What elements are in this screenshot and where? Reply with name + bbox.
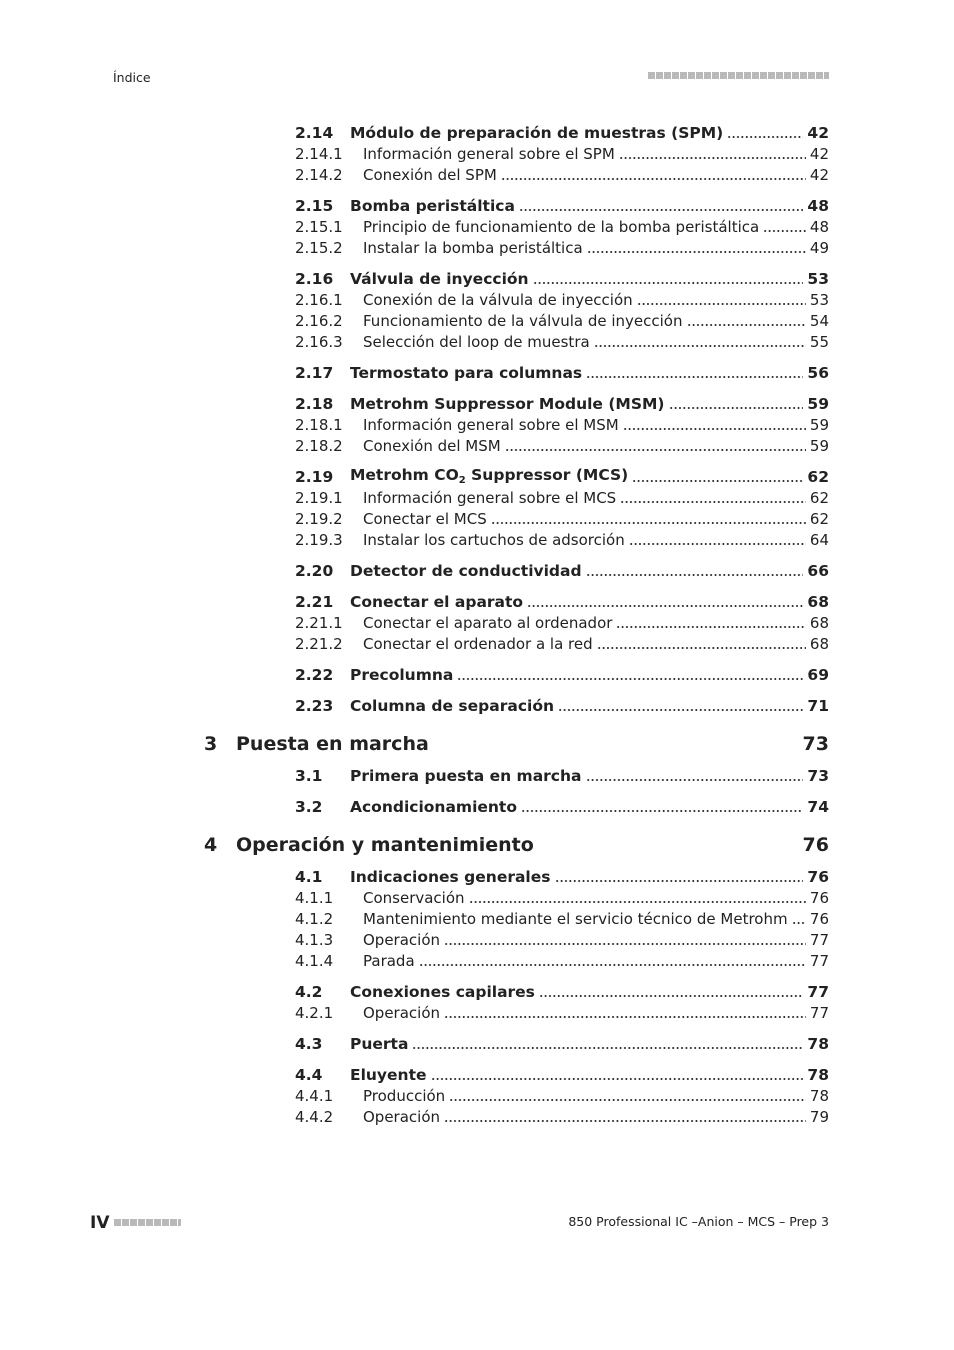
- toc-section[interactable]: [295, 122, 829, 142]
- toc-page-number: 79: [809, 1108, 829, 1126]
- toc-title: Metrohm Suppressor Module (MSM): [350, 395, 665, 413]
- toc-title: Principio de funcionamiento de la bomba peristáltica: [363, 218, 760, 236]
- toc-page-number: 78: [809, 1087, 829, 1105]
- toc-number: 2.19.2: [295, 510, 343, 528]
- toc-number: 2.21.2: [295, 635, 343, 653]
- toc-section[interactable]: [295, 866, 829, 886]
- toc-title: Puesta en marcha: [236, 733, 429, 755]
- toc-title: Conservación: [363, 889, 465, 907]
- toc-title: Detector de conductividad: [350, 562, 582, 580]
- toc-page-number: 73: [807, 767, 829, 785]
- toc-page-number: 78: [807, 1066, 829, 1084]
- toc-title: Conectar el MCS: [363, 510, 487, 528]
- toc-subsection[interactable]: [295, 1085, 829, 1105]
- toc-subsection[interactable]: [295, 289, 829, 309]
- toc-section[interactable]: [295, 1033, 829, 1053]
- toc-subsection[interactable]: [295, 164, 829, 184]
- toc-title: Columna de separación: [350, 697, 554, 715]
- toc-title: Instalar los cartuchos de adsorción: [363, 531, 625, 549]
- toc-title: Eluyente: [350, 1066, 427, 1084]
- toc-subsection[interactable]: [295, 508, 829, 528]
- toc-dot-leader: [727, 127, 803, 139]
- toc-number: 2.15: [295, 197, 334, 215]
- toc-number: 4.1.2: [295, 910, 334, 928]
- toc-title: Módulo de preparación de muestras (SPM): [350, 124, 724, 142]
- toc-dot-leader: [555, 871, 804, 883]
- toc-number: 2.19: [295, 468, 334, 486]
- toc-page-number: 48: [809, 218, 829, 236]
- toc-number: 2.23: [295, 697, 334, 715]
- toc-number: 2.20: [295, 562, 334, 580]
- toc-dot-leader: [431, 1069, 804, 1081]
- toc-page-number: 64: [809, 531, 829, 549]
- toc-dot-leader: [558, 700, 803, 712]
- toc-section[interactable]: [295, 981, 829, 1001]
- toc-page-number: 62: [809, 510, 829, 528]
- toc-page-number: 42: [809, 145, 829, 163]
- toc-dot-leader: [521, 801, 803, 813]
- toc-dot-leader: [444, 934, 806, 946]
- toc-number: 2.18: [295, 395, 334, 413]
- toc-title: Conectar el ordenador a la red: [363, 635, 593, 653]
- toc-number: 4.4: [295, 1066, 323, 1084]
- footer-decorative-bar: [114, 1219, 181, 1226]
- toc-dot-leader: [444, 1007, 806, 1019]
- toc-title: Operación: [363, 1108, 441, 1126]
- toc-title: Funcionamiento de la válvula de inyección: [363, 312, 683, 330]
- running-header-title: Índice: [113, 70, 151, 85]
- toc-subsection[interactable]: [295, 435, 829, 455]
- toc-title: Bomba peristáltica: [350, 197, 515, 215]
- toc-number: 2.14.1: [295, 145, 343, 163]
- toc-dot-leader: [597, 638, 806, 650]
- toc-number: 3.2: [295, 798, 323, 816]
- toc-dot-leader: [449, 1090, 806, 1102]
- toc-page-number: 53: [807, 270, 829, 288]
- toc-subsection[interactable]: [295, 1002, 829, 1022]
- toc-number: 2.15.1: [295, 218, 343, 236]
- toc-number: 2.18.2: [295, 437, 343, 455]
- toc-number: 2.14.2: [295, 166, 343, 184]
- toc-number: 2.19.1: [295, 489, 343, 507]
- toc-page-number: 42: [807, 124, 829, 142]
- toc-section[interactable]: [295, 664, 829, 684]
- toc-section[interactable]: [295, 393, 829, 413]
- toc-subsection[interactable]: [295, 310, 829, 330]
- toc-number: 2.21.1: [295, 614, 343, 632]
- toc-dot-leader: [539, 986, 804, 998]
- toc-number: 2.16.3: [295, 333, 343, 351]
- toc-subsection[interactable]: [295, 1106, 829, 1126]
- toc-page-number: 76: [809, 889, 829, 907]
- toc-number: 4.2: [295, 983, 323, 1001]
- toc-dot-leader: [587, 242, 806, 254]
- toc-title: Metrohm $CO_2$ Suppressor (MCS): [350, 466, 629, 486]
- toc-subsection[interactable]: [295, 331, 829, 351]
- toc-dot-leader: [586, 367, 803, 379]
- toc-number: 3.1: [295, 767, 323, 785]
- toc-page-number: 77: [809, 931, 829, 949]
- toc-dot-leader: [533, 273, 804, 285]
- toc-chapter[interactable]: [204, 832, 829, 856]
- toc-dot-leader: [763, 221, 806, 233]
- toc-title: Mantenimiento mediante el servicio técnico de Metrohm: [363, 910, 788, 928]
- toc-dot-leader: [505, 440, 806, 452]
- toc-page-number: 76: [809, 910, 829, 928]
- toc-subsection[interactable]: [295, 216, 829, 236]
- toc-page-number: 59: [807, 395, 829, 413]
- toc-section[interactable]: [295, 796, 829, 816]
- toc-chapter[interactable]: [204, 731, 829, 755]
- toc-title: Conexiones capilares: [350, 983, 535, 1001]
- toc-number: 4.1.1: [295, 889, 334, 907]
- toc-number: 2.17: [295, 364, 334, 382]
- toc-dot-leader: [687, 315, 806, 327]
- toc-title: Conectar el aparato: [350, 593, 524, 611]
- toc-title: Información general sobre el MCS: [363, 489, 617, 507]
- toc-section[interactable]: [295, 362, 829, 382]
- toc-subsection[interactable]: [295, 887, 829, 907]
- toc-page-number: 68: [809, 635, 829, 653]
- toc-dot-leader: [519, 200, 804, 212]
- toc-number: 4.4.2: [295, 1108, 334, 1126]
- toc-title: Operación: [363, 1004, 441, 1022]
- toc-title: Información general sobre el SPM: [363, 145, 615, 163]
- toc-subsection[interactable]: [295, 612, 829, 632]
- toc-page-number: 49: [809, 239, 829, 257]
- toc-number: 2.14: [295, 124, 334, 142]
- page-number: IV: [90, 1213, 110, 1233]
- toc-page-number: 77: [807, 983, 829, 1001]
- toc-dot-leader: [469, 892, 806, 904]
- toc-number: 4.1.4: [295, 952, 334, 970]
- toc-page-number: 68: [809, 614, 829, 632]
- toc-number: 2.22: [295, 666, 334, 684]
- toc-dot-leader: [669, 398, 804, 410]
- toc-subsection[interactable]: [295, 950, 829, 970]
- toc-title: Parada: [363, 952, 415, 970]
- toc-number: 3: [204, 733, 218, 755]
- toc-number: 2.18.1: [295, 416, 343, 434]
- toc-number: 4.1: [295, 868, 323, 886]
- toc-section[interactable]: [295, 695, 829, 715]
- toc-number: 4.4.1: [295, 1087, 334, 1105]
- toc-title: Acondicionamiento: [350, 798, 517, 816]
- toc-number: 2.21: [295, 593, 334, 611]
- toc-page-number: 71: [807, 697, 829, 715]
- toc-title: Válvula de inyección: [350, 270, 529, 288]
- toc-page-number: 76: [807, 868, 829, 886]
- toc-number: 4.3: [295, 1035, 323, 1053]
- toc-title: Conectar el aparato al ordenador: [363, 614, 613, 632]
- toc-dot-leader: [586, 565, 804, 577]
- toc-page-number: 76: [802, 834, 829, 856]
- toc-page-number: 59: [809, 416, 829, 434]
- toc-subsection[interactable]: [295, 929, 829, 949]
- toc-number: 2.16: [295, 270, 334, 288]
- toc-dot-leader: [412, 1038, 803, 1050]
- toc-title: Información general sobre el MSM: [363, 416, 619, 434]
- toc-section[interactable]: [295, 1064, 829, 1084]
- toc-title: Producción: [363, 1087, 446, 1105]
- toc-number: 4.2.1: [295, 1004, 334, 1022]
- toc-subsection[interactable]: [295, 908, 829, 928]
- toc-subsection[interactable]: [295, 529, 829, 549]
- toc-page-number: 66: [807, 562, 829, 580]
- toc-dot-leader: [491, 513, 806, 525]
- toc-section[interactable]: [295, 765, 829, 785]
- toc-dot-leader: [619, 148, 806, 160]
- toc-dot-leader: [629, 534, 806, 546]
- toc-title: Conexión del MSM: [363, 437, 501, 455]
- toc-title: Instalar la bomba peristáltica: [363, 239, 583, 257]
- toc-dot-leader: [616, 617, 805, 629]
- toc-title: Operación y mantenimiento: [236, 834, 534, 856]
- toc-section[interactable]: [295, 591, 829, 611]
- toc-page-number: 68: [807, 593, 829, 611]
- footer-document-title: 850 Professional IC –Anion – MCS – Prep 3: [568, 1214, 829, 1229]
- toc-dot-leader: [527, 596, 803, 608]
- toc-section[interactable]: [295, 560, 829, 580]
- toc-dot-leader: [632, 471, 803, 483]
- toc-dot-leader: [637, 294, 806, 306]
- toc-title: Conexión del SPM: [363, 166, 497, 184]
- toc-page-number: 77: [809, 1004, 829, 1022]
- toc-page-number: 62: [809, 489, 829, 507]
- toc-subsection[interactable]: [295, 237, 829, 257]
- toc-title: Indicaciones generales: [350, 868, 551, 886]
- toc-page-number: 55: [809, 333, 829, 351]
- toc-dot-leader: [444, 1111, 806, 1123]
- toc-dot-leader: [457, 669, 803, 681]
- toc-dot-leader: [586, 770, 804, 782]
- toc-page-number: 62: [807, 468, 829, 486]
- header-decorative-bar: [648, 72, 829, 79]
- toc-subsection[interactable]: [295, 143, 829, 163]
- toc-title: Selección del loop de muestra: [363, 333, 590, 351]
- toc-dot-leader: [419, 955, 806, 967]
- toc-dot-leader: [501, 169, 806, 181]
- toc-dot-leader: [623, 419, 806, 431]
- toc-title: Primera puesta en marcha: [350, 767, 582, 785]
- toc-page-number: 77: [809, 952, 829, 970]
- toc-page-number: 56: [807, 364, 829, 382]
- toc-number: 2.16.2: [295, 312, 343, 330]
- toc-subsection[interactable]: [295, 414, 829, 434]
- toc-page-number: 78: [807, 1035, 829, 1053]
- toc-title: Operación: [363, 931, 441, 949]
- toc-subsection[interactable]: [295, 487, 829, 507]
- toc-title: Termostato para columnas: [350, 364, 583, 382]
- toc-page-number: 59: [809, 437, 829, 455]
- toc-number: 2.15.2: [295, 239, 343, 257]
- toc-number: 2.19.3: [295, 531, 343, 549]
- toc-number: 4.1.3: [295, 931, 334, 949]
- toc-section[interactable]: [295, 195, 829, 215]
- toc-page-number: 54: [809, 312, 829, 330]
- toc-number: 4: [204, 834, 218, 856]
- toc-title: Conexión de la válvula de inyección: [363, 291, 633, 309]
- toc-page-number: 69: [807, 666, 829, 684]
- toc-page-number: 74: [807, 798, 829, 816]
- toc-page-number: 42: [809, 166, 829, 184]
- toc-title: Precolumna: [350, 666, 454, 684]
- toc-page-number: 73: [802, 733, 829, 755]
- toc-dot-leader: [620, 492, 806, 504]
- toc-section[interactable]: [295, 466, 829, 486]
- toc-dot-leader: [792, 913, 806, 925]
- toc-subsection[interactable]: [295, 633, 829, 653]
- toc-section[interactable]: [295, 268, 829, 288]
- toc-page-number: 53: [809, 291, 829, 309]
- toc-page-number: 48: [807, 197, 829, 215]
- toc-number: 2.16.1: [295, 291, 343, 309]
- toc-title: Puerta: [350, 1035, 409, 1053]
- toc-dot-leader: [594, 336, 806, 348]
